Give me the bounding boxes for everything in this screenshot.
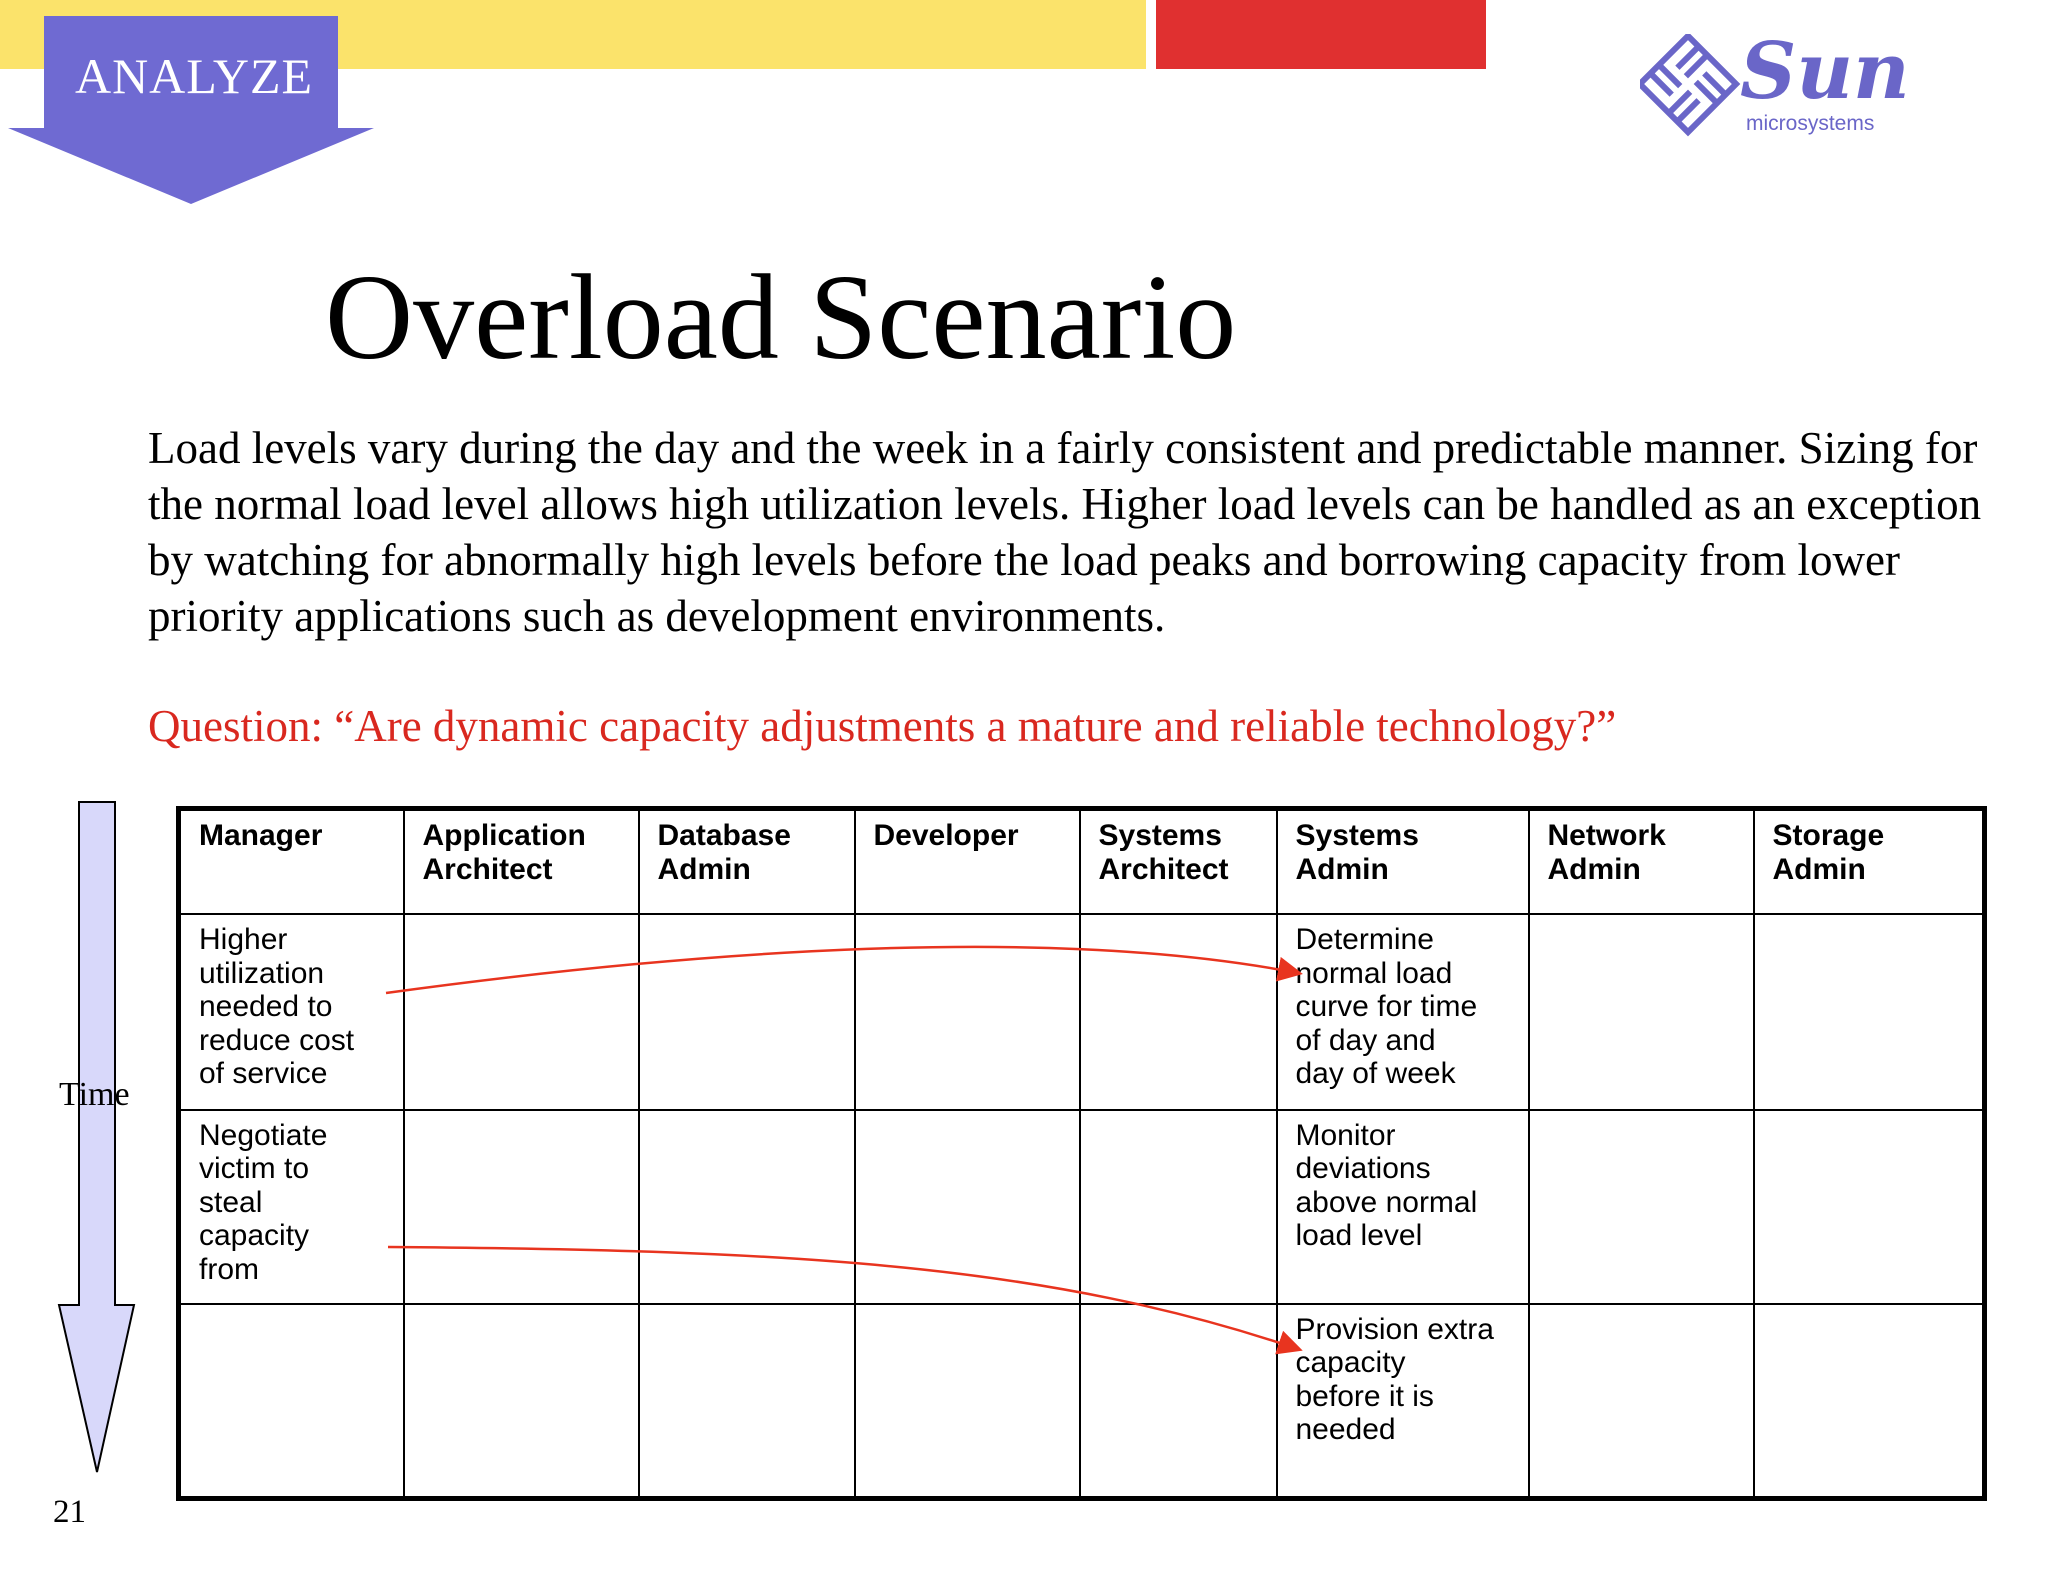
logo-wordmark: Sun xyxy=(1740,26,1910,117)
col-header-manager: Manager xyxy=(179,809,404,915)
table-cell xyxy=(1080,1110,1277,1304)
red-header-bar xyxy=(1156,0,1486,69)
table-cell xyxy=(404,1110,639,1304)
table-cell xyxy=(1080,1304,1277,1499)
roles-timeline-table xyxy=(176,806,1987,1501)
table-cell: Higher utilization needed to reduce cost of service xyxy=(179,914,404,1110)
table-row xyxy=(179,1110,1985,1304)
slide-question: Question: “Are dynamic capacity adjustments a mature and reliable technology?” xyxy=(148,701,1617,751)
col-header-systems-admin: Systems Admin xyxy=(1277,809,1529,915)
table-row xyxy=(179,914,1985,1110)
col-header-developer: Developer xyxy=(855,809,1080,915)
table-cell xyxy=(855,1110,1080,1304)
table-cell xyxy=(639,914,855,1110)
logo-subtext: microsystems xyxy=(1746,112,1875,135)
table-cell xyxy=(1529,1110,1754,1304)
table-cell xyxy=(1754,1304,1985,1499)
table-cell xyxy=(179,1304,404,1499)
table-cell: Monitor deviations above normal load level xyxy=(1277,1110,1529,1304)
table-cell: Determine normal load curve for time of day and day of week xyxy=(1277,914,1529,1110)
slide-title: Overload Scenario xyxy=(325,250,1237,385)
table-header-row xyxy=(179,809,1985,915)
page-number: 21 xyxy=(53,1494,86,1530)
table-cell xyxy=(1080,914,1277,1110)
sun-microsystems-logo xyxy=(1640,26,1910,144)
col-header-storage-admin: Storage Admin xyxy=(1754,809,1985,915)
col-header-network-admin: Network Admin xyxy=(1529,809,1754,915)
slide-body-text: Load levels vary during the day and the week in a fairly consistent and predictable manner. Sizing for the normal load level allows high utilization levels. Higher load levels can be handled as an exception by watching for abnormally high levels before the load peaks and borrowing capacity from lower priority applications such as development environments. xyxy=(148,423,1982,641)
table-cell xyxy=(855,914,1080,1110)
table-cell xyxy=(855,1304,1080,1499)
table-cell xyxy=(1529,914,1754,1110)
table-cell xyxy=(639,1110,855,1304)
table-cell xyxy=(404,914,639,1110)
table-cell xyxy=(639,1304,855,1499)
table-cell xyxy=(1529,1304,1754,1499)
analyze-label: ANALYZE xyxy=(74,48,314,104)
table-cell: Provision extra capacity before it is needed xyxy=(1277,1304,1529,1499)
table-row xyxy=(179,1304,1985,1499)
table-cell xyxy=(1754,1110,1985,1304)
table-cell xyxy=(1754,914,1985,1110)
table-cell xyxy=(404,1304,639,1499)
time-arrow-icon xyxy=(55,800,140,1475)
col-header-database-admin: Database Admin xyxy=(639,809,855,915)
table-cell: Negotiate victim to steal capacity from xyxy=(179,1110,404,1304)
time-axis-label: Time xyxy=(59,1076,130,1113)
col-header-application-architect: Application Architect xyxy=(404,809,639,915)
col-header-systems-architect: Systems Architect xyxy=(1080,809,1277,915)
